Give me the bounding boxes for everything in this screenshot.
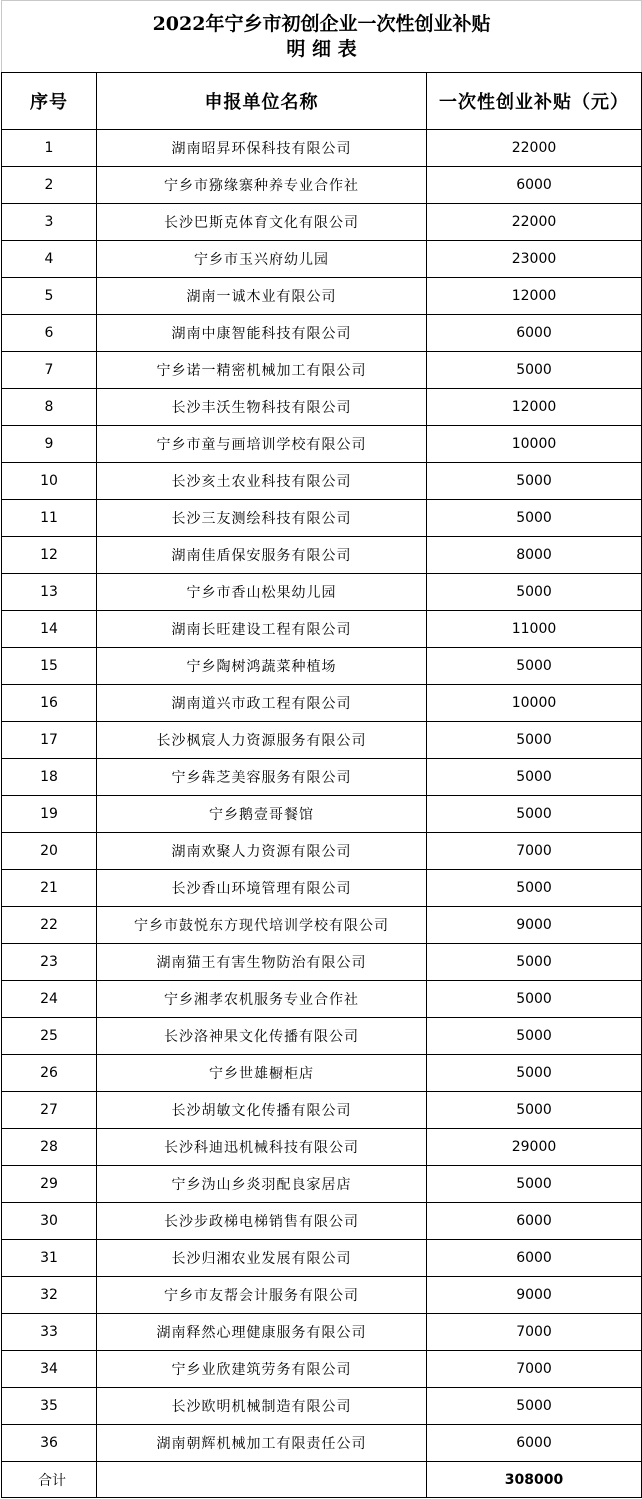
row-company: 湖南中康智能科技有限公司 xyxy=(97,315,427,352)
row-amount: 5000 xyxy=(427,870,642,907)
row-amount: 29000 xyxy=(427,1129,642,1166)
row-index: 2 xyxy=(2,167,97,204)
row-amount: 5000 xyxy=(427,352,642,389)
table-row xyxy=(2,130,642,167)
table-row xyxy=(2,981,642,1018)
row-amount: 5000 xyxy=(427,944,642,981)
row-index: 15 xyxy=(2,648,97,685)
total-spacer xyxy=(97,1462,427,1498)
title-line-2: 明 细 表 xyxy=(286,37,357,60)
table-row xyxy=(2,1018,642,1055)
row-company: 长沙香山环境管理有限公司 xyxy=(97,870,427,907)
total-row xyxy=(2,1462,642,1498)
table-row xyxy=(2,833,642,870)
subsidy-table xyxy=(1,0,642,1498)
table-row xyxy=(2,1277,642,1314)
row-index: 14 xyxy=(2,611,97,648)
table-row xyxy=(2,315,642,352)
row-company: 长沙丰沃生物科技有限公司 xyxy=(97,389,427,426)
table-row xyxy=(2,944,642,981)
row-company: 湖南长旺建设工程有限公司 xyxy=(97,611,427,648)
row-amount: 7000 xyxy=(427,1314,642,1351)
row-index: 32 xyxy=(2,1277,97,1314)
row-index: 26 xyxy=(2,1055,97,1092)
row-company: 宁乡犇芝美容服务有限公司 xyxy=(97,759,427,796)
row-company: 湖南朝辉机械加工有限责任公司 xyxy=(97,1425,427,1462)
row-index: 5 xyxy=(2,278,97,315)
row-company: 湖南昭昇环保科技有限公司 xyxy=(97,130,427,167)
table-row xyxy=(2,1055,642,1092)
row-amount: 6000 xyxy=(427,1240,642,1277)
row-amount: 9000 xyxy=(427,1277,642,1314)
row-index: 23 xyxy=(2,944,97,981)
row-company: 宁乡市友帮会计服务有限公司 xyxy=(97,1277,427,1314)
table-row xyxy=(2,1092,642,1129)
table-body xyxy=(2,130,642,1462)
header-index: 序号 xyxy=(2,73,97,130)
row-amount: 12000 xyxy=(427,389,642,426)
table-row xyxy=(2,1314,642,1351)
row-amount: 10000 xyxy=(427,426,642,463)
table-title xyxy=(2,1,642,73)
table-row xyxy=(2,278,642,315)
row-company: 长沙科迪迅机械科技有限公司 xyxy=(97,1129,427,1166)
row-company: 长沙洛神果文化传播有限公司 xyxy=(97,1018,427,1055)
table-row xyxy=(2,1388,642,1425)
title-row xyxy=(2,1,642,73)
row-index: 7 xyxy=(2,352,97,389)
row-company: 宁乡沩山乡炎羽配良家居店 xyxy=(97,1166,427,1203)
row-company: 湖南欢聚人力资源有限公司 xyxy=(97,833,427,870)
row-amount: 5000 xyxy=(427,1018,642,1055)
row-amount: 5000 xyxy=(427,1388,642,1425)
row-index: 30 xyxy=(2,1203,97,1240)
table-row xyxy=(2,648,642,685)
row-company: 宁乡诺一精密机械加工有限公司 xyxy=(97,352,427,389)
row-company: 宁乡鹅壹哥餐馆 xyxy=(97,796,427,833)
row-amount: 5000 xyxy=(427,1166,642,1203)
row-company: 湖南佳盾保安服务有限公司 xyxy=(97,537,427,574)
row-index: 4 xyxy=(2,241,97,278)
row-index: 28 xyxy=(2,1129,97,1166)
row-amount: 5000 xyxy=(427,574,642,611)
row-index: 33 xyxy=(2,1314,97,1351)
table-row xyxy=(2,1351,642,1388)
row-index: 27 xyxy=(2,1092,97,1129)
table-row xyxy=(2,907,642,944)
row-company: 长沙三友测绘科技有限公司 xyxy=(97,500,427,537)
row-company: 长沙枫宸人力资源服务有限公司 xyxy=(97,722,427,759)
row-amount: 5000 xyxy=(427,722,642,759)
row-company: 长沙步政梯电梯销售有限公司 xyxy=(97,1203,427,1240)
row-amount: 5000 xyxy=(427,759,642,796)
row-index: 3 xyxy=(2,204,97,241)
table-row xyxy=(2,1203,642,1240)
row-index: 13 xyxy=(2,574,97,611)
row-index: 17 xyxy=(2,722,97,759)
total-amount: 308000 xyxy=(427,1462,642,1498)
row-company: 长沙归湘农业发展有限公司 xyxy=(97,1240,427,1277)
row-index: 9 xyxy=(2,426,97,463)
row-company: 湖南猫王有害生物防治有限公司 xyxy=(97,944,427,981)
row-amount: 5000 xyxy=(427,796,642,833)
table-row xyxy=(2,1166,642,1203)
table-row xyxy=(2,1240,642,1277)
header-row xyxy=(2,73,642,130)
row-amount: 5000 xyxy=(427,1055,642,1092)
row-company: 长沙欧明机械制造有限公司 xyxy=(97,1388,427,1425)
row-index: 10 xyxy=(2,463,97,500)
row-company: 长沙亥土农业科技有限公司 xyxy=(97,463,427,500)
row-index: 21 xyxy=(2,870,97,907)
row-amount: 6000 xyxy=(427,167,642,204)
table-row xyxy=(2,241,642,278)
header-amount: 一次性创业补贴（元） xyxy=(427,73,642,130)
row-index: 25 xyxy=(2,1018,97,1055)
row-company: 宁乡世雄橱柜店 xyxy=(97,1055,427,1092)
table-row xyxy=(2,500,642,537)
row-amount: 6000 xyxy=(427,1425,642,1462)
row-index: 34 xyxy=(2,1351,97,1388)
table-row xyxy=(2,759,642,796)
table-row xyxy=(2,685,642,722)
row-company: 湖南释然心理健康服务有限公司 xyxy=(97,1314,427,1351)
row-index: 18 xyxy=(2,759,97,796)
row-index: 22 xyxy=(2,907,97,944)
row-amount: 5000 xyxy=(427,463,642,500)
row-company: 宁乡业欣建筑劳务有限公司 xyxy=(97,1351,427,1388)
row-amount: 8000 xyxy=(427,537,642,574)
table-row xyxy=(2,1129,642,1166)
row-amount: 7000 xyxy=(427,833,642,870)
table-row xyxy=(2,426,642,463)
row-index: 29 xyxy=(2,1166,97,1203)
table-row xyxy=(2,463,642,500)
table-row xyxy=(2,796,642,833)
table-row xyxy=(2,167,642,204)
row-company: 湖南道兴市政工程有限公司 xyxy=(97,685,427,722)
table-row xyxy=(2,611,642,648)
row-company: 宁乡陶树鸿蔬菜种植场 xyxy=(97,648,427,685)
row-amount: 12000 xyxy=(427,278,642,315)
total-label: 合计 xyxy=(2,1462,97,1498)
row-amount: 10000 xyxy=(427,685,642,722)
table-row xyxy=(2,537,642,574)
row-index: 20 xyxy=(2,833,97,870)
row-index: 36 xyxy=(2,1425,97,1462)
row-amount: 5000 xyxy=(427,1092,642,1129)
row-amount: 11000 xyxy=(427,611,642,648)
row-amount: 9000 xyxy=(427,907,642,944)
row-index: 24 xyxy=(2,981,97,1018)
row-index: 11 xyxy=(2,500,97,537)
row-company: 宁乡市香山松果幼儿园 xyxy=(97,574,427,611)
row-company: 长沙巴斯克体育文化有限公司 xyxy=(97,204,427,241)
row-company: 湖南一诚木业有限公司 xyxy=(97,278,427,315)
subsidy-sheet xyxy=(1,0,641,1498)
row-amount: 22000 xyxy=(427,130,642,167)
row-amount: 23000 xyxy=(427,241,642,278)
row-company: 宁乡市猕缘寨种养专业合作社 xyxy=(97,167,427,204)
table-row xyxy=(2,352,642,389)
row-amount: 5000 xyxy=(427,648,642,685)
table-row xyxy=(2,722,642,759)
table-row xyxy=(2,389,642,426)
table-row xyxy=(2,870,642,907)
row-company: 宁乡市童与画培训学校有限公司 xyxy=(97,426,427,463)
title-line-1: 2022年宁乡市初创企业一次性创业补贴 xyxy=(152,12,491,35)
row-amount: 22000 xyxy=(427,204,642,241)
row-index: 19 xyxy=(2,796,97,833)
row-index: 6 xyxy=(2,315,97,352)
table-row xyxy=(2,1425,642,1462)
row-index: 35 xyxy=(2,1388,97,1425)
table-row xyxy=(2,574,642,611)
header-company: 申报单位名称 xyxy=(97,73,427,130)
row-index: 1 xyxy=(2,130,97,167)
row-company: 宁乡市鼓悦东方现代培训学校有限公司 xyxy=(97,907,427,944)
row-amount: 6000 xyxy=(427,1203,642,1240)
row-company: 宁乡湘孝农机服务专业合作社 xyxy=(97,981,427,1018)
row-index: 12 xyxy=(2,537,97,574)
row-index: 31 xyxy=(2,1240,97,1277)
table-row xyxy=(2,204,642,241)
row-amount: 5000 xyxy=(427,981,642,1018)
row-company: 宁乡市玉兴府幼儿园 xyxy=(97,241,427,278)
row-amount: 7000 xyxy=(427,1351,642,1388)
row-index: 8 xyxy=(2,389,97,426)
row-index: 16 xyxy=(2,685,97,722)
row-company: 长沙胡敏文化传播有限公司 xyxy=(97,1092,427,1129)
row-amount: 5000 xyxy=(427,500,642,537)
row-amount: 6000 xyxy=(427,315,642,352)
